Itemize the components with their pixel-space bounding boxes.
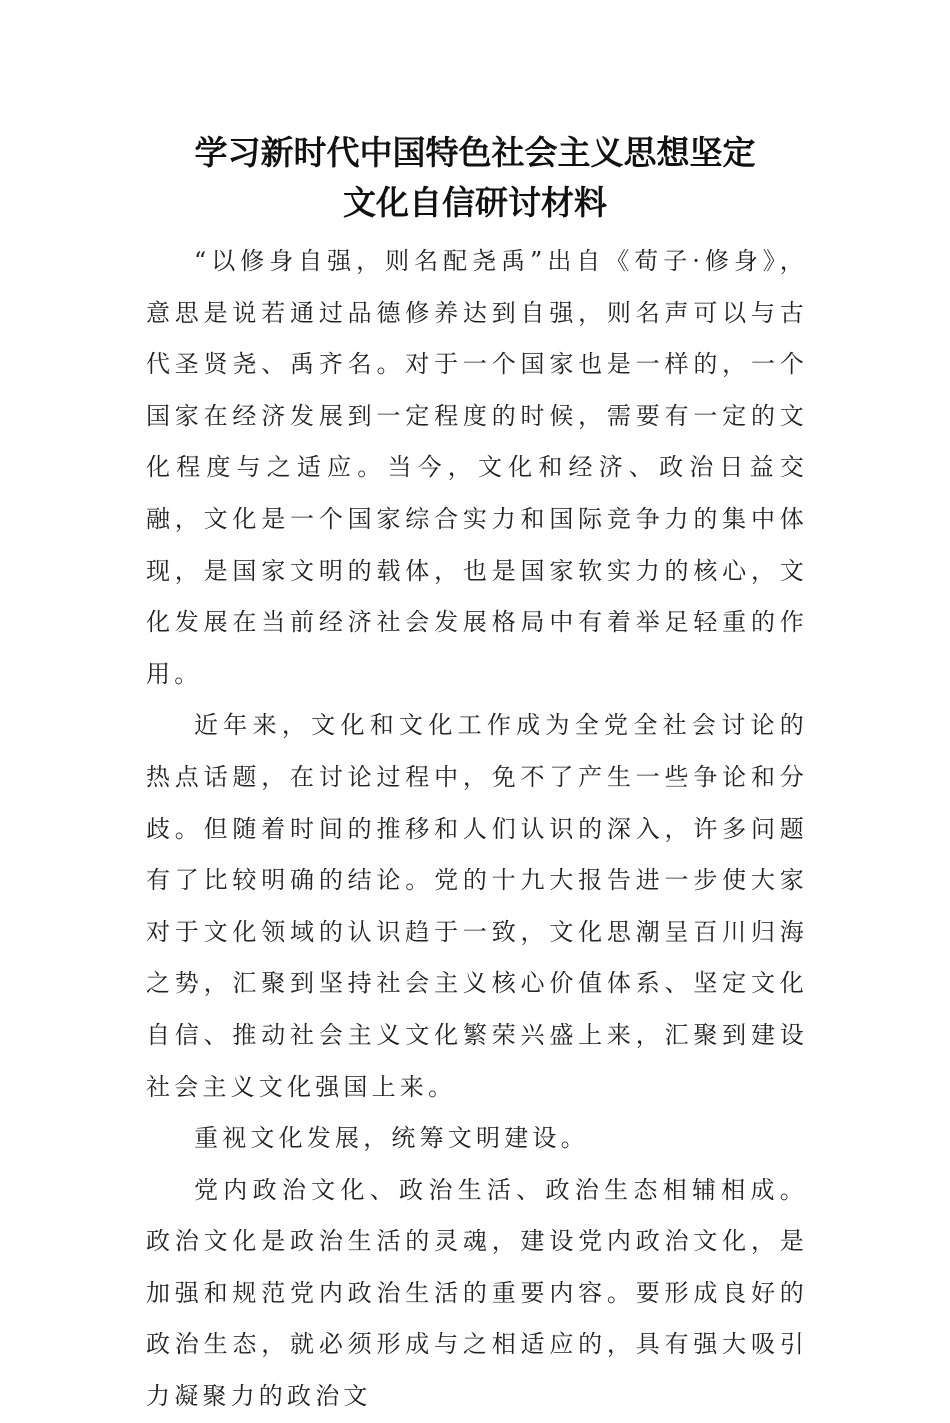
paragraph-3: 重视文化发展，统筹文明建设。 bbox=[194, 1124, 589, 1153]
paragraph-2: 近年来，文化和文化工作成为全党全社会讨论的热点话题，在讨论过程中，免不了产生一些争论和分歧。但随着时间的推移和人们认识的深入，许多问题有了比较明确的结论。党的十九大报告进一步使大家对于文化领域的认识趋于一致，文化思潮呈百川归海之势，汇聚到坚持社会主义核心价值体系、坚定文化自信、推动社会主义文化繁荣兴盛上来，汇聚到建设社会主义文化强国上来。 bbox=[146, 711, 808, 1101]
document-title-line-2: 文化自信研讨材料 bbox=[343, 183, 607, 222]
paragraph-1: “以修身自强，则名配尧禹”出自《荀子·修身》，意思是说若通过品德修养达到自强，则名声可以与古代圣贤尧、禹齐名。对于一个国家也是一样的，一个国家在经济发展到一定程度的时候，需要有一定的文化程度与之适应。当今，文化和经济、政治日益交融，文化是一个国家综合实力和国际竞争力的集中体现，是国家文明的载体，也是国家软实力的核心，文化发展在当前经济社会发展格局中有着举足轻重的作用。 bbox=[146, 247, 808, 688]
document-body bbox=[146, 236, 808, 1423]
paragraph-4: 党内政治文化、政治生活、政治生态相辅相成。政治文化是政治生活的灵魂，建设党内政治文化，是加强和规范党内政治生活的重要内容。要形成良好的政治生态，就必须形成与之相适应的，具有强大吸引力凝聚力的政治文 bbox=[146, 1175, 808, 1411]
document-title-line-1: 学习新时代中国特色社会主义思想坚定 bbox=[194, 133, 756, 172]
